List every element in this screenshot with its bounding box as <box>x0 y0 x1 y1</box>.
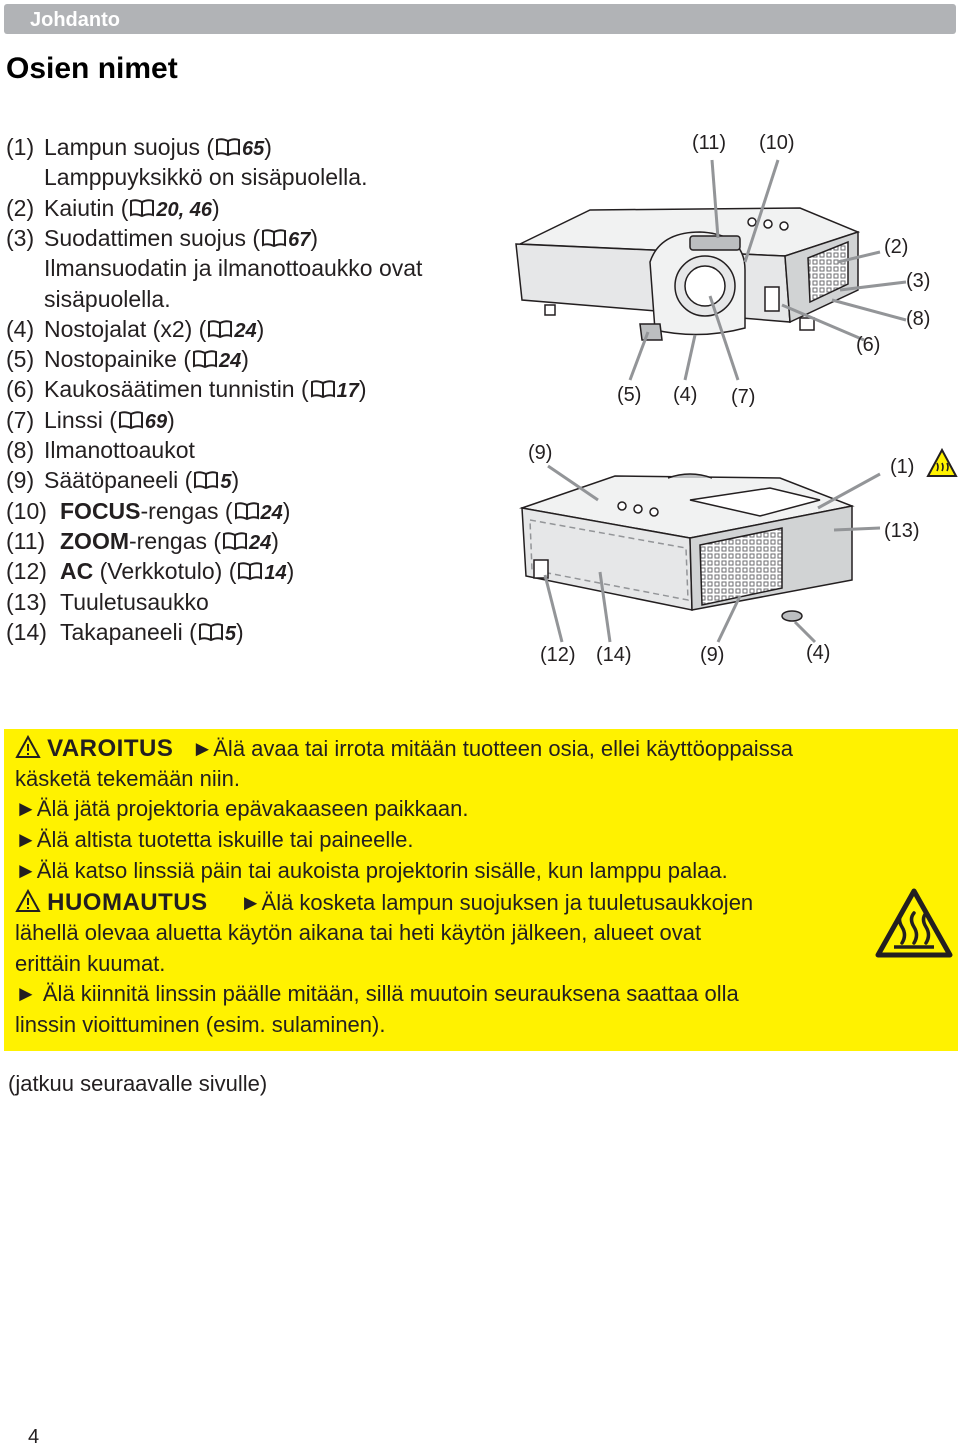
callout-10: (10) <box>759 132 795 154</box>
part-text: Säätöpaneeli ( <box>44 467 193 494</box>
callout-4-front: (4) <box>673 384 698 406</box>
callout-6: (6) <box>856 334 881 356</box>
page-title: Osien nimet <box>6 52 178 85</box>
callout-5: (5) <box>617 384 642 406</box>
part-text: Tuuletusaukko <box>60 588 209 615</box>
page-number: 4 <box>28 1426 40 1448</box>
caution-title: HUOMAUTUS <box>47 889 208 916</box>
part-text-end: ) <box>211 194 220 221</box>
projector-front-view <box>516 208 858 340</box>
part-number: (1) <box>6 134 35 160</box>
callout-7: (7) <box>731 386 756 408</box>
part-description: sisäpuolella. <box>44 285 171 312</box>
callout-13: (13) <box>884 520 920 542</box>
callout-1: (1) <box>890 456 915 478</box>
callout-11: (11) <box>692 132 727 154</box>
part-number: (14) <box>6 618 47 645</box>
part-text: Takapaneeli ( <box>60 618 197 645</box>
warning-text: ►Älä avaa tai irrota mitään tuotteen osia, ellei käyttöoppaissa <box>191 736 793 761</box>
part-number: (6) <box>6 376 35 403</box>
hot-surface-warning-icon <box>874 887 954 959</box>
part-number: (2) <box>6 194 35 221</box>
warning-line-4: ►Älä altista tuotetta iskuille tai paineelle. <box>15 827 414 852</box>
part-keyword: AC <box>60 558 94 585</box>
caution-line-2: lähellä olevaa aluetta käytön aikana tai heti käytön jälkeen, alueet ovat <box>15 920 702 945</box>
warning-line-1 <box>15 735 793 763</box>
caution-triangle-icon <box>15 889 41 913</box>
callout-9-rear: (9) <box>528 442 553 464</box>
page-reference: 5 <box>220 471 232 494</box>
callout-9-side: (9) <box>700 644 725 666</box>
callout-3: (3) <box>906 270 931 292</box>
projector-figure <box>0 0 960 700</box>
part-text-end: ) <box>310 224 318 251</box>
warning-box <box>4 729 958 1051</box>
hot-surface-icon <box>928 450 956 476</box>
part-text-end: ) <box>235 618 244 645</box>
part-text: Linssi ( <box>44 406 117 433</box>
part-text: (Verkkotulo) ( <box>93 558 237 585</box>
part-keyword: ZOOM <box>60 527 129 554</box>
part-number: (8) <box>6 437 35 463</box>
page-reference: 5 <box>224 622 236 645</box>
part-text-end: ) <box>271 527 279 554</box>
part-text: Kaiutin ( <box>44 194 129 221</box>
part-keyword: FOCUS <box>60 497 141 524</box>
warning-line-3: ►Älä jätä projektoria epävakaaseen paikkaan. <box>15 796 469 821</box>
part-number: (13) <box>6 588 47 615</box>
caution-line-1 <box>15 889 753 917</box>
part-number: (3) <box>6 224 35 251</box>
part-text: -rengas ( <box>129 527 222 554</box>
continues-note: (jatkuu seuraavalle sivulle) <box>8 1071 268 1096</box>
callout-14: (14) <box>596 644 632 666</box>
page-reference: 65 <box>242 138 265 160</box>
warning-triangle-icon <box>15 735 41 759</box>
part-text: Lampun suojus ( <box>44 134 215 160</box>
part-text-end: ) <box>167 406 175 433</box>
part-text-end: ) <box>358 376 367 403</box>
warning-line-5: ►Älä katso linssiä päin tai aukoista projektorin sisälle, kun lamppu palaa. <box>15 858 728 883</box>
part-number: (9) <box>6 467 35 494</box>
warning-line-2: käsketä tekemään niin. <box>15 766 241 791</box>
callout-12: (12) <box>540 644 576 666</box>
part-number: (5) <box>6 346 35 373</box>
caution-line-3: erittäin kuumat. <box>15 951 166 976</box>
part-text-end: ) <box>286 558 295 585</box>
caution-line-4: ► Älä kiinnitä linssin päälle mitään, sillä muutoin seurauksena saattaa olla <box>15 981 739 1006</box>
part-text-end: ) <box>282 497 291 524</box>
projector-rear-view <box>522 474 852 621</box>
callout-4-rear: (4) <box>806 642 831 664</box>
part-description: Ilmansuodatin ja ilmanottoaukko ovat <box>44 255 423 282</box>
part-number: (11) <box>6 527 46 554</box>
page-reference: 24 <box>219 350 242 373</box>
part-number: (7) <box>6 406 35 433</box>
page-reference-extra: , 46 <box>178 198 212 221</box>
page-reference: 24 <box>249 531 272 554</box>
part-text-end: ) <box>231 467 240 494</box>
warning-title: VAROITUS <box>47 735 174 762</box>
part-number: (12) <box>6 558 47 585</box>
page-reference: 69 <box>144 410 168 433</box>
part-number: (4) <box>6 315 35 342</box>
page-reference: 24 <box>260 501 283 524</box>
part-text: Kaukosäätimen tunnistin ( <box>44 376 309 403</box>
part-number: (10) <box>6 497 47 524</box>
part-text: Nostopainike ( <box>44 346 192 373</box>
part-description: Lamppuyksikkö on sisäpuolella. <box>44 164 368 191</box>
part-text: Nostojalat (x2) ( <box>44 315 207 342</box>
page-reference: 24 <box>234 319 257 342</box>
callout-8: (8) <box>906 308 931 330</box>
part-text: Ilmanottoaukot <box>44 437 195 463</box>
caution-text: ►Älä kosketa lampun suojuksen ja tuuletusaukkojen <box>239 890 754 915</box>
callout-2: (2) <box>884 236 909 258</box>
section-label: Johdanto <box>30 9 120 31</box>
part-text: Suodattimen suojus ( <box>44 224 261 251</box>
caution-line-5: linssin vioittuminen (esim. sulaminen). <box>15 1012 386 1037</box>
page-reference: 17 <box>336 380 359 403</box>
part-text-end: ) <box>241 346 249 373</box>
part-text-end: ) <box>256 315 265 342</box>
page-reference: 20 <box>156 198 179 221</box>
part-text: -rengas ( <box>140 497 233 524</box>
page-reference: 67 <box>288 228 311 251</box>
page-reference: 14 <box>264 562 287 585</box>
part-text-end: ) <box>264 134 272 160</box>
